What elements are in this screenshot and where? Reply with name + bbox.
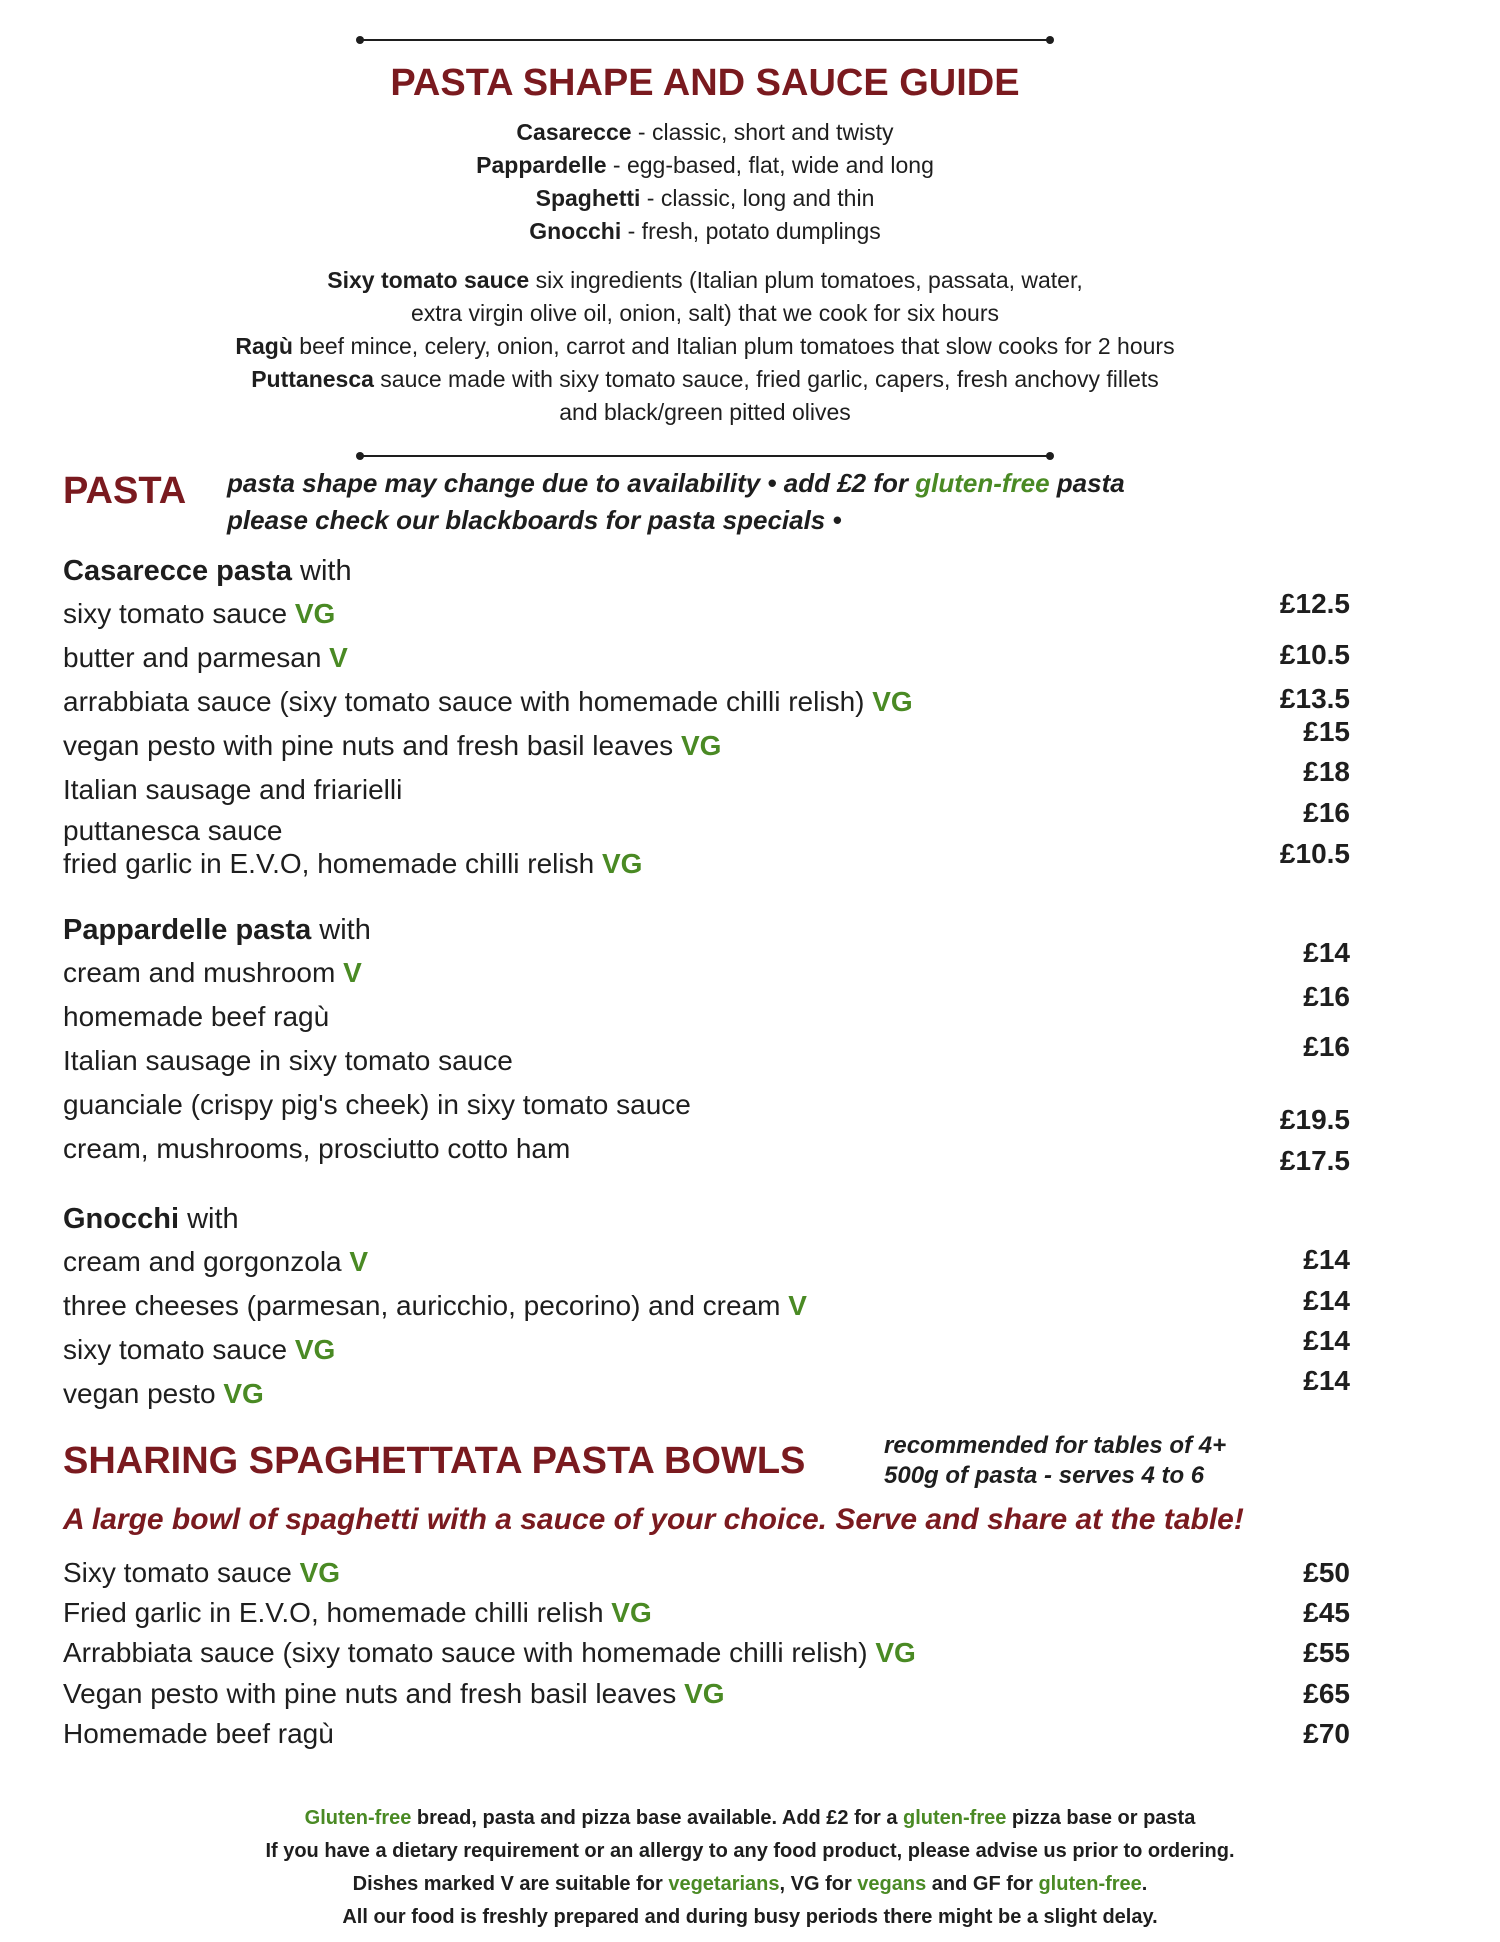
shape-gnocchi: Gnocchi - fresh, potato dumplings xyxy=(529,218,881,244)
sharing-item: Arrabbiata sauce (sixy tomato sauce with homemade chilli relish) VG xyxy=(63,1637,916,1668)
price: £14 xyxy=(1303,1365,1350,1396)
menu-item: vegan pesto VG xyxy=(63,1378,264,1409)
price: £16 xyxy=(1303,1031,1350,1062)
middle-divider-left-dot xyxy=(356,452,364,460)
price: £65 xyxy=(1303,1678,1350,1709)
price: £18 xyxy=(1303,756,1350,787)
footer-line-3: Dishes marked V are suitable for vegetarians, VG for vegans and GF for gluten-free. xyxy=(352,1873,1148,1895)
section-casarecce-heading: Casarecce pasta with xyxy=(63,555,352,587)
price: £12.5 xyxy=(1279,588,1350,619)
price: £14 xyxy=(1303,937,1350,968)
sauce-list xyxy=(0,264,1410,429)
shape-pappardelle: Pappardelle - egg-based, flat, wide and long xyxy=(476,152,934,178)
sharing-title: SHARING SPAGHETTATA PASTA BOWLS xyxy=(63,1440,806,1482)
middle-divider-right-dot xyxy=(1046,452,1054,460)
menu-item: homemade beef ragù xyxy=(63,1001,330,1032)
menu-item: three cheeses (parmesan, auricchio, pecorino) and cream V xyxy=(63,1290,807,1321)
sharing-tagline: A large bowl of spaghetti with a sauce of your choice. Serve and share at the table! xyxy=(63,1503,1244,1536)
price: £14 xyxy=(1303,1325,1350,1356)
price: £50 xyxy=(1303,1557,1350,1588)
price: £15 xyxy=(1303,716,1350,747)
menu-item: butter and parmesan V xyxy=(63,642,348,673)
price: £55 xyxy=(1303,1637,1350,1668)
price: £13.5 xyxy=(1279,683,1350,714)
price: £70 xyxy=(1303,1718,1350,1749)
price: £14 xyxy=(1303,1244,1350,1275)
sharing-item: Fried garlic in E.V.O, homemade chilli relish VG xyxy=(63,1597,652,1628)
price: £16 xyxy=(1303,797,1350,828)
top-divider-right-dot xyxy=(1046,36,1054,44)
section-pappardelle-heading: Pappardelle pasta with xyxy=(63,914,371,946)
pasta-title: PASTA xyxy=(63,470,187,512)
price: £17.5 xyxy=(1279,1145,1350,1176)
menu-item: cream and gorgonzola V xyxy=(63,1246,369,1277)
menu-item: fried garlic in E.V.O, homemade chilli relish VG xyxy=(63,848,643,879)
shape-list xyxy=(0,116,1410,248)
sauce-puttanesca-cont: and black/green pitted olives xyxy=(559,399,851,425)
sharing-item: Vegan pesto with pine nuts and fresh basil leaves VG xyxy=(63,1678,725,1709)
sharing-note-1: recommended for tables of 4+ xyxy=(884,1432,1227,1459)
menu-item: sixy tomato sauce VG xyxy=(63,1334,336,1365)
menu-item: guanciale (crispy pig's cheek) in sixy tomato sauce xyxy=(63,1089,691,1120)
menu-item: arrabbiata sauce (sixy tomato sauce with homemade chilli relish) VG xyxy=(63,686,913,717)
sharing-item: Homemade beef ragù xyxy=(63,1718,334,1749)
price: £10.5 xyxy=(1279,838,1350,869)
menu-item: Italian sausage and friarielli xyxy=(63,774,403,805)
middle-divider xyxy=(360,455,1050,457)
sharing-note-2: 500g of pasta - serves 4 to 6 xyxy=(884,1462,1205,1489)
shape-casarecce: Casarecce - classic, short and twisty xyxy=(516,119,894,145)
menu-item: cream and mushroom V xyxy=(63,957,362,988)
sauce-puttanesca: Puttanesca sauce made with sixy tomato sauce, fried garlic, capers, fresh anchovy fillets xyxy=(251,366,1159,392)
menu-item: puttanesca sauce xyxy=(63,815,283,846)
menu-item: vegan pesto with pine nuts and fresh basil leaves VG xyxy=(63,730,722,761)
price: £16 xyxy=(1303,981,1350,1012)
price: £10.5 xyxy=(1279,639,1350,670)
section-gnocchi-heading: Gnocchi with xyxy=(63,1203,239,1235)
pasta-note-line-2: please check our blackboards for pasta specials • xyxy=(227,505,842,535)
menu-item: sixy tomato sauce VG xyxy=(63,598,336,629)
sauce-sixy: Sixy tomato sauce six ingredients (Italian plum tomatoes, passata, water, xyxy=(327,267,1083,293)
footer-line-2: If you have a dietary requirement or an allergy to any food product, please advise us prior to ordering. xyxy=(265,1840,1235,1862)
menu-item: Italian sausage in sixy tomato sauce xyxy=(63,1045,513,1076)
pasta-note-line-1: pasta shape may change due to availability • add £2 for gluten-free pasta xyxy=(227,468,1125,498)
sauce-sixy-cont: extra virgin olive oil, onion, salt) that we cook for six hours xyxy=(410,300,1000,326)
top-divider xyxy=(360,39,1050,41)
menu-item: cream, mushrooms, prosciutto cotto ham xyxy=(63,1133,571,1164)
top-divider-left-dot xyxy=(356,36,364,44)
sharing-item: Sixy tomato sauce VG xyxy=(63,1557,341,1588)
footer-line-4: All our food is freshly prepared and during busy periods there might be a slight delay. xyxy=(342,1906,1158,1928)
price: £14 xyxy=(1303,1285,1350,1316)
sauce-ragu: Ragù beef mince, celery, onion, carrot and Italian plum tomatoes that slow cooks for 2 hours xyxy=(235,333,1175,359)
guide-title: PASTA SHAPE AND SAUCE GUIDE xyxy=(390,62,1020,104)
shape-spaghetti: Spaghetti - classic, long and thin xyxy=(535,185,875,211)
price: £45 xyxy=(1303,1597,1350,1628)
footer-line-1: Gluten-free bread, pasta and pizza base available. Add £2 for a gluten-free pizza base or pasta xyxy=(304,1807,1196,1829)
price: £19.5 xyxy=(1279,1104,1350,1135)
